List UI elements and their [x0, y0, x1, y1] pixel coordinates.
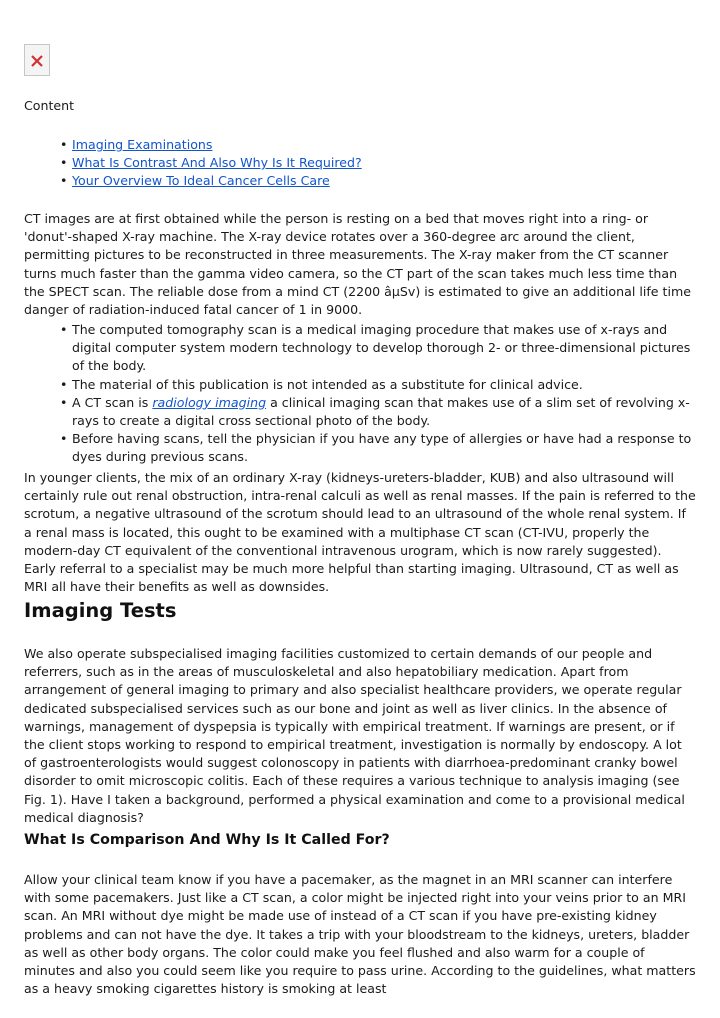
list-item: [24, 394, 696, 430]
list-item: • The computed tomography scan is a medical imaging procedure that makes use of x-rays and digital computer system modern technology to develop thorough 2- or three-dimensional pictures of the body.: [24, 321, 696, 376]
paragraph-younger-clients: In younger clients, the mix of an ordinary X-ray (kidneys-ureters-bladder, KUB) and also ultrasound will certainly rule out renal obstruction, intra-renal calculi as well as renal masses. If the pain is referred to the scrotum, a negative ultrasound of the scrotum should lead to an ultrasound of the whole renal system. If a renal mass is located, this ought to be examined with a multiphase CT scan (CT-IVU, properly the modern-day CT equivalent of the conventional intravenous urogram, which is now rarely suggested). Early referral to a specialist may be much more helpful than starting imaging. Ultrasound, CT as well as MRI all have their benefits as well as downsides.: [24, 470, 696, 595]
toc-link-contrast[interactable]: What Is Contrast And Also Why Is It Required?: [72, 155, 362, 171]
bullet-list: [24, 321, 696, 467]
toc-item: [24, 172, 684, 190]
broken-image-icon: [24, 44, 50, 76]
paragraph-pacemaker: Allow your clinical team know if you have a pacemaker, as the magnet in an MRI scanner can interfere with some pacemakers. Just like a CT scan, a color might be injected right into your veins prior to an MRI scan. An MRI without dye might be made use of instead of a CT scan if you have pre-existing kidney problems and can not have the dye. It takes a trip with your bloodstream to the kidneys, ureters, bladder as well as other body organs. The color could make you feel flushed and also warm for a couple of minutes and also you could seem like you require to pass urine. According to the guidelines, what matters as a heavy smoking cigarettes history is smoking at least: [24, 872, 696, 997]
list-item: • Before having scans, tell the physician if you have any type of allergies or have had a response to dyes during previous scans.: [24, 430, 696, 466]
paragraph-subspecialised-imaging: We also operate subspecialised imaging facilities customized to certain demands of our people and referrers, such as in the areas of musculoskeletal and also hepatobiliary medication. Apart from arrangement of general imaging to primary and also specialist healthcare providers, we operate regular dedicated subspecialised services such as our bone and joint as well as liver clinics. In the absence of warnings, management of dyspepsia is typically with empirical treatment. If warnings are present, or if the client stops working to respond to empirical treatment, investigation is normally by endoscopy. A lot of gastroenterologists would suggest colonoscopy in patients with diarrhoea-predominant cranky bowel disorder to omit microscopic colitis. Each of these requires a various technique to analysis imaging (see Fig. 1). Have I taken a background, performed a physical examination and come to a provisional medical medical diagnosis?: [24, 646, 685, 825]
close-icon: [30, 54, 44, 68]
table-of-contents: [24, 136, 684, 191]
radiology-imaging-link[interactable]: radiology imaging: [152, 394, 267, 410]
toc-link-cancer-care[interactable]: Your Overview To Ideal Cancer Cells Care: [72, 173, 330, 189]
heading-imaging-tests: Imaging Tests: [24, 599, 177, 622]
content-label: Content: [24, 98, 75, 113]
list-item: • The material of this publication is not intended as a substitute for clinical advice.: [24, 376, 696, 394]
paragraph-ct-images: CT images are at first obtained while the person is resting on a bed that moves right into a ring- or 'donut'-shaped X-ray machine. The X-ray device rotates over a 360-degree arc around the client, permitting pictures to be reconstructed in three measurements. The X-ray maker from the CT scanner turns much faster than the gamma video camera, so the CT part of the scan takes much less time than the SPECT scan. The reliable dose from a mind CT (2200 âµSv) is estimated to give an additional life time danger of radiation-induced fatal cancer of 1 in 9000.: [24, 211, 691, 318]
list-item-text: a clinical imaging scan that makes use of a slim set of revolving x-rays to create a digital cross sectional photo of the body.: [72, 394, 690, 429]
toc-item: [24, 154, 684, 172]
heading-comparison: What Is Comparison And Why Is It Called For?: [24, 832, 390, 848]
toc-item: [24, 136, 684, 154]
toc-link-imaging-examinations[interactable]: Imaging Examinations: [72, 137, 213, 152]
list-item-text: A CT scan is: [72, 394, 153, 410]
